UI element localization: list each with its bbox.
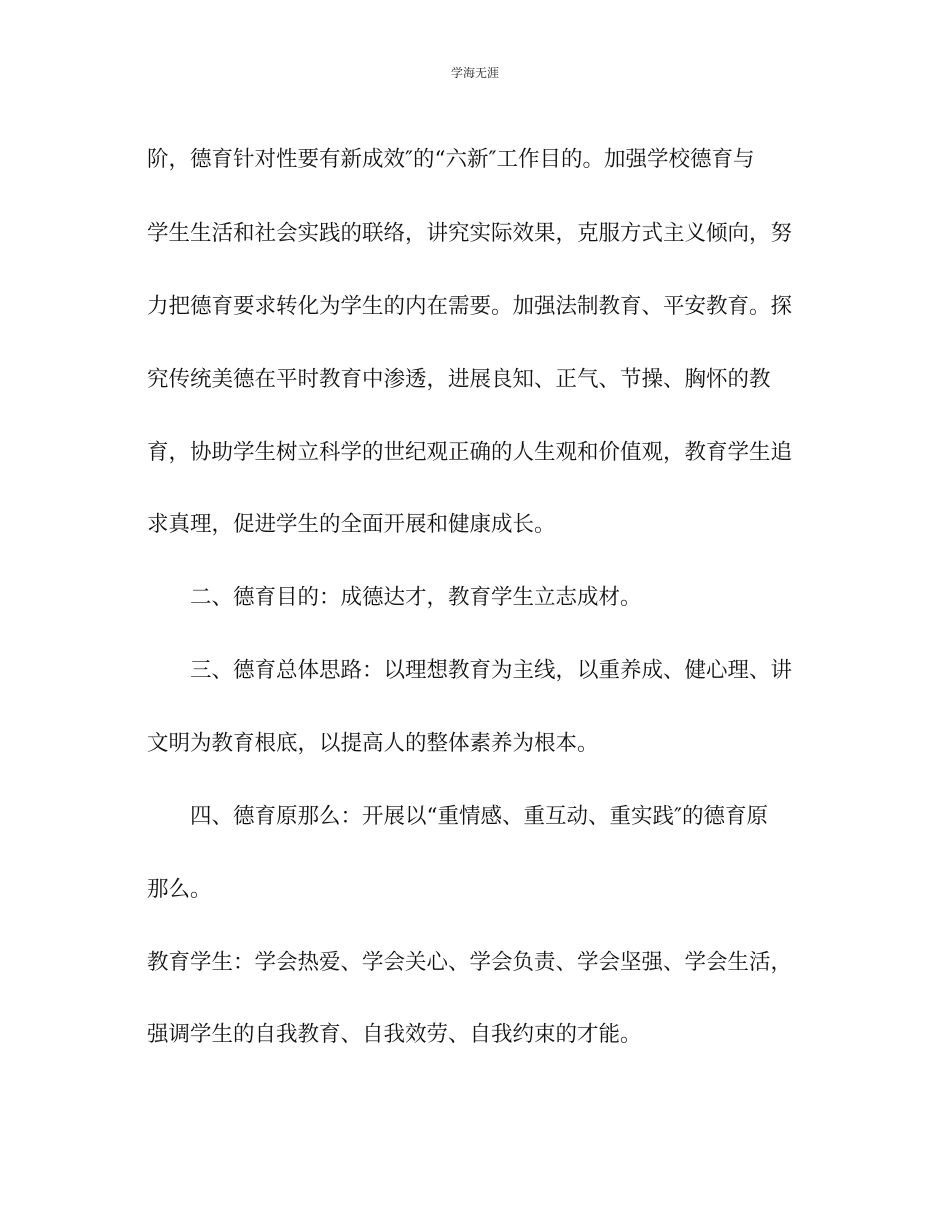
body-line: 阶，德育针对性要有新成效″的“六新″工作目的。加强学校德育与 <box>147 147 755 172</box>
body-line: 那么。 <box>147 877 212 902</box>
section-four-line: 四、德育原那么：开展以“重情感、重互动、重实践″的德育原 <box>190 804 769 829</box>
body-line: 教育学生：学会热爱、学会关心、学会负责、学会坚强、学会生活， <box>147 950 793 975</box>
section-three-line: 三、德育总体思路：以理想教育为主线，以重养成、健心理、讲 <box>190 658 793 683</box>
body-line: 学生生活和社会实践的联络，讲究实际效果，克服方式主义倾向，努 <box>147 221 793 246</box>
body-line: 育，协助学生树立科学的世纪观正确的人生观和价值观，教育学生追 <box>147 440 793 465</box>
page-header: 学海无涯 <box>450 66 499 80</box>
body-line: 文明为教育根底，以提高人的整体素养为根本。 <box>147 731 599 756</box>
section-two-line: 二、德育目的：成德达才，教育学生立志成材。 <box>190 585 642 610</box>
body-line: 求真理，促进学生的全面开展和健康成长。 <box>147 512 556 537</box>
body-line: 强调学生的自我教育、自我效劳、自我约束的才能。 <box>147 1022 642 1047</box>
body-line: 力把德育要求转化为学生的内在需要。加强法制教育、平安教育。探 <box>147 294 793 319</box>
body-line: 究传统美德在平时教育中渗透，进展良知、正气、节操、胸怀的教 <box>147 367 771 392</box>
